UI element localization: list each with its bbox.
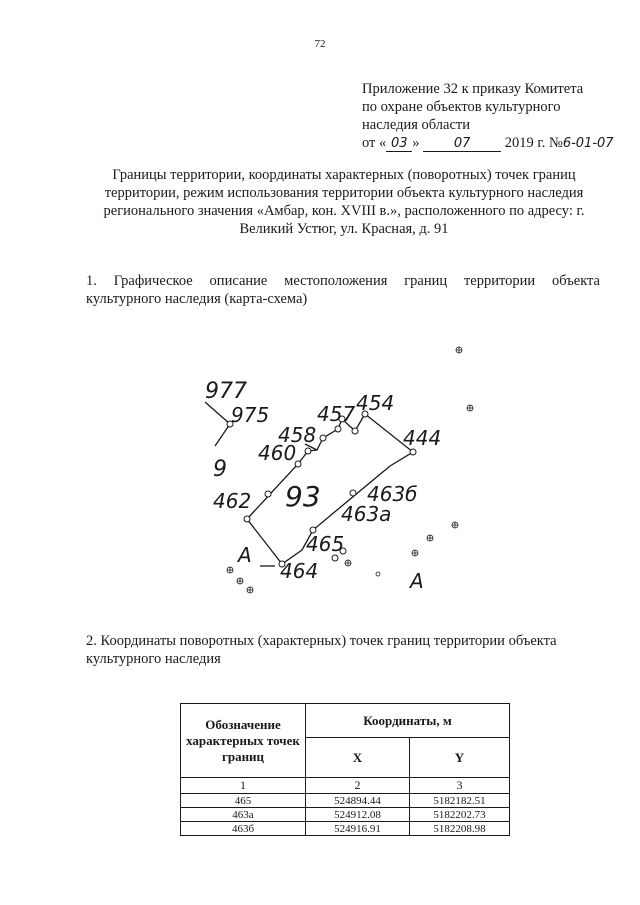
point-cell: 463а: [181, 808, 306, 822]
table-row: [181, 822, 510, 836]
point-cell: 465: [181, 794, 306, 808]
section-letter-a-right: А: [410, 569, 424, 593]
date-month: 07: [423, 135, 501, 152]
map-label-9: 9: [213, 457, 227, 482]
appendix-date-line: [362, 134, 632, 153]
map-label-444: 444: [403, 426, 442, 450]
neighbor-boundary-line: [205, 402, 230, 446]
col-y-header: Y: [410, 738, 510, 778]
date-mid: »: [412, 135, 420, 151]
table-row: [181, 808, 510, 822]
map-label-465: 465: [306, 532, 345, 556]
boundary-point-marker: [244, 516, 250, 522]
x-cell: 524916.91: [306, 822, 410, 836]
order-number: 6-01-07: [562, 136, 614, 151]
map-label-463b: 463б: [367, 482, 418, 506]
y-cell: 5182182.51: [410, 794, 510, 808]
boundary-map: [205, 338, 475, 600]
section-letter-a-left: А: [238, 543, 252, 567]
boundary-point-marker: [265, 491, 271, 497]
section-2-heading: 2. Координаты поворотных (характерных) точек границ территории объекта культурного наследия: [86, 633, 557, 667]
table-index-row: [181, 778, 510, 794]
date-year: 2019 г. №: [504, 135, 563, 151]
appendix-line-3: наследия области: [362, 117, 471, 133]
boundary-point-marker: [350, 490, 356, 496]
x-cell: 524912.08: [306, 808, 410, 822]
map-label-93: 93: [285, 480, 321, 513]
map-label-462: 462: [213, 489, 252, 513]
section-1-heading-cont: культурного наследия (карта-схема): [86, 291, 308, 307]
col-x-header: X: [306, 738, 410, 778]
boundary-point-marker: [305, 448, 311, 454]
date-day: 03: [386, 135, 412, 152]
appendix-block: [362, 80, 632, 153]
index-cell: 1: [181, 778, 306, 794]
appendix-line-1: Приложение 32 к приказу Комитета: [362, 81, 584, 97]
map-label-975: 975: [231, 403, 270, 427]
boundary-point-marker: [320, 435, 326, 441]
col-point-header: Обозначение характерных точек границ: [181, 704, 306, 778]
map-label-460: 460: [258, 441, 297, 465]
boundary-point-marker: [335, 426, 341, 432]
document-title: Границы территории, координаты характерных (поворотных) точек границ территории, режим использования территории объекта культурного наследия регионального значения «Амбар, кон. XVIII в.», расположенного по адресу: г. Великий Устюг, ул. Красная, д. 91: [103, 167, 585, 237]
page-number: 72: [314, 38, 326, 50]
boundary-point-marker: [352, 428, 358, 434]
map-label-464: 464: [280, 559, 319, 583]
y-cell: 5182208.98: [410, 822, 510, 836]
appendix-line-2: по охране объектов культурного: [362, 99, 561, 115]
survey-markers: [227, 347, 473, 593]
map-label-463a: 463а: [341, 502, 392, 526]
map-label-977: 977: [205, 379, 247, 404]
coords-header: Координаты, м: [306, 704, 510, 738]
date-prefix: от «: [362, 135, 387, 151]
map-label-454: 454: [356, 391, 395, 415]
coordinates-table: [180, 703, 510, 836]
x-cell: 524894.44: [306, 794, 410, 808]
y-cell: 5182202.73: [410, 808, 510, 822]
point-cell: 463б: [181, 822, 306, 836]
index-cell: 2: [306, 778, 410, 794]
map-label-457: 457: [317, 402, 356, 426]
index-cell: 3: [410, 778, 510, 794]
section-1-heading: 1. Графическое описание местоположения границ территории объекта: [86, 273, 600, 289]
map-label-458: 458: [278, 423, 317, 447]
table-row: [181, 794, 510, 808]
